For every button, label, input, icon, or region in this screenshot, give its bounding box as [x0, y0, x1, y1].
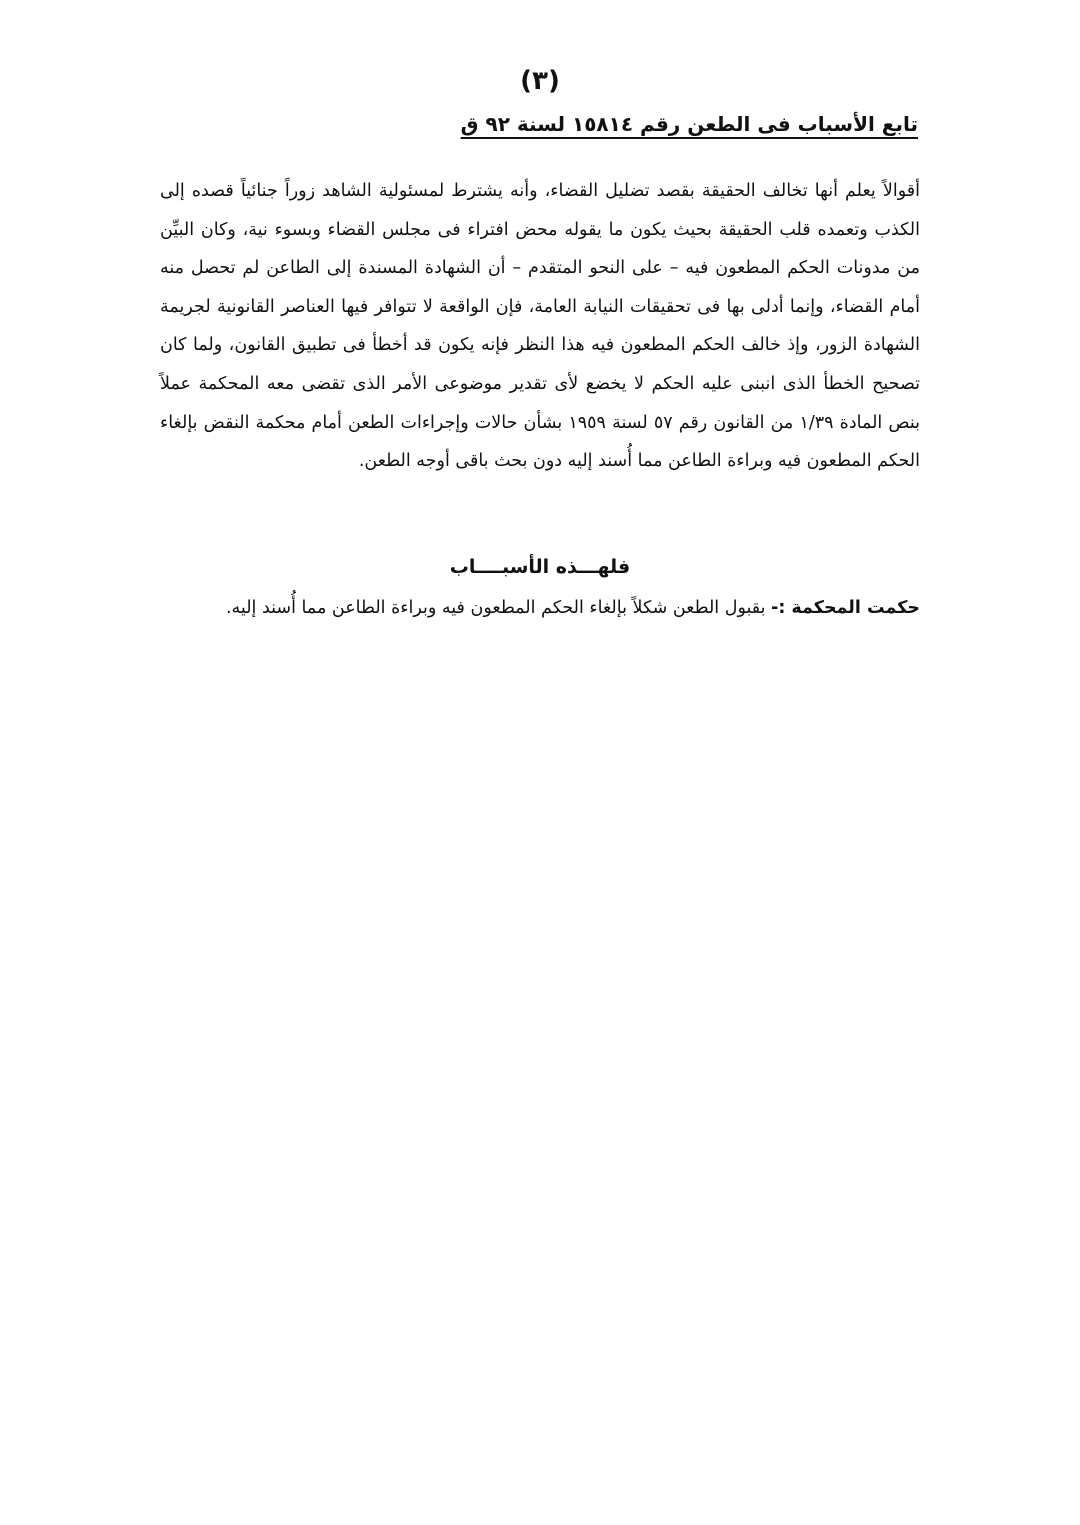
verdict-line: [226, 598, 920, 618]
page-number: (٣): [520, 66, 560, 96]
verdict-text: بقبول الطعن شكلاً بإلغاء الحكم المطعون فيه وبراءة الطاعن مما أُسند إليه.: [225, 598, 772, 618]
page-heading: تابع الأسباب فى الطعن رقم ١٥٨١٤ لسنة ٩٢ ق: [460, 112, 918, 136]
section-title: فلهـــذه الأسبــــاب: [449, 556, 631, 578]
verdict-label: حكمت المحكمة :-: [771, 598, 920, 618]
body-paragraph: أقوالاً يعلم أنها تخالف الحقيقة بقصد تضليل القضاء، وأنه يشترط لمسئولية الشاهد زوراً جنائياً قصده إلى الكذب وتعمده قلب الحقيقة بحيث يكون ما يقوله محض افتراء فى مجلس القضاء وبسوء نية، وكان البيِّن من مدونات الحكم المطعون فيه – على النحو المتقدم – أن الشهادة المسندة إلى الطاعن لم تحصل منه أمام القضاء، وإنما أدلى بها فى تحقيقات النيابة العامة، فإن الواقعة لا تتوافر فيها العناصر القانونية لجريمة الشهادة الزور، وإذ خالف الحكم المطعون فيه هذا النظر فإنه يكون قد أخطأ فى تطبيق القانون، ولما كان تصحيح الخطأ الذى انبنى عليه الحكم لا يخضع لأى تقدير موضوعى الأمر الذى تقضى معه المحكمة عملاً بنص المادة ١/٣٩ من القانون رقم ٥٧ لسنة ١٩٥٩ بشأن حالات وإجراءات الطعن أمام محكمة النقض بإلغاء الحكم المطعون فيه وبراءة الطاعن مما أُسند إليه دون بحث باقى أوجه الطعن.: [160, 181, 920, 472]
